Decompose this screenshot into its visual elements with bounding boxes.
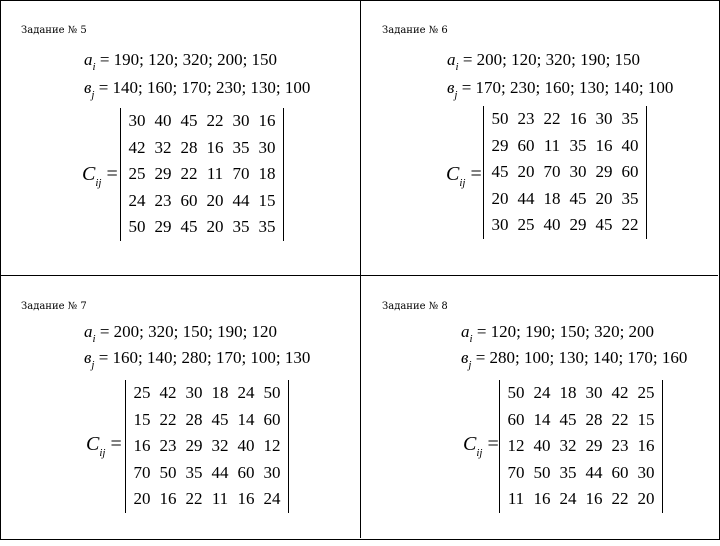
matrix-cell: 45	[559, 409, 577, 429]
matrix-cell: 16	[595, 135, 613, 155]
matrix-cell: 50	[128, 217, 146, 237]
matrix-cell: 60	[507, 409, 525, 429]
matrix-cell: 70	[133, 462, 151, 482]
cost-matrix-label	[82, 163, 118, 189]
matrix-row	[129, 380, 285, 407]
matrix-cell: 40	[621, 135, 639, 155]
demand-values: = 140; 160; 170; 230; 130; 100	[98, 78, 311, 97]
matrix-cell: 18	[258, 164, 276, 184]
matrix-cell: 29	[595, 162, 613, 182]
supply-values: = 200; 320; 150; 190; 120	[99, 322, 278, 341]
matrix-cell: 25	[133, 383, 151, 403]
matrix-cell: 20	[595, 188, 613, 208]
matrix-cell: 30	[637, 462, 655, 482]
matrix-cell: 22	[185, 489, 203, 509]
matrix-cell: 18	[543, 188, 561, 208]
cost-matrix	[499, 380, 663, 513]
matrix-row	[487, 212, 643, 239]
matrix-row	[124, 214, 280, 241]
matrix-cell: 16	[533, 489, 551, 509]
matrix-cell: 22	[621, 215, 639, 235]
cost-index: ij	[99, 447, 106, 459]
matrix-cell: 60	[237, 462, 255, 482]
matrix-cell: 42	[159, 383, 177, 403]
matrix-cell: 60	[517, 135, 535, 155]
matrix-cell: 35	[621, 109, 639, 129]
task-title: Задание № 5	[21, 25, 87, 36]
matrix-cell: 28	[185, 409, 203, 429]
demand-symbol: в	[461, 348, 469, 367]
matrix-cell: 16	[585, 489, 603, 509]
matrix-cell: 15	[133, 409, 151, 429]
matrix-cell: 23	[159, 436, 177, 456]
matrix-cell: 18	[559, 383, 577, 403]
cost-symbol: C	[446, 163, 460, 185]
matrix-cell: 24	[559, 489, 577, 509]
demand-formula	[461, 348, 687, 371]
supply-formula	[447, 50, 640, 73]
supply-formula	[84, 322, 277, 345]
matrix-cell: 50	[507, 383, 525, 403]
cost-matrix-label	[86, 433, 122, 459]
cost-equals: =	[110, 433, 122, 455]
matrix-cell: 29	[569, 215, 587, 235]
cost-equals: =	[106, 163, 118, 185]
matrix-cell: 16	[237, 489, 255, 509]
matrix-cell: 60	[621, 162, 639, 182]
matrix-cell: 16	[637, 436, 655, 456]
matrix-cell: 45	[180, 111, 198, 131]
matrix-cell: 23	[517, 109, 535, 129]
matrix-cell: 35	[621, 188, 639, 208]
matrix-cell: 42	[611, 383, 629, 403]
matrix-cell: 25	[517, 215, 535, 235]
matrix-row	[487, 106, 643, 133]
matrix-cell: 29	[185, 436, 203, 456]
matrix-cell: 24	[237, 383, 255, 403]
matrix-cell: 44	[517, 188, 535, 208]
matrix-cell: 12	[263, 436, 281, 456]
matrix-cell: 11	[543, 135, 561, 155]
matrix-cell: 16	[258, 111, 276, 131]
supply-index: i	[455, 61, 459, 73]
matrix-cell: 32	[559, 436, 577, 456]
cost-symbol: C	[463, 433, 477, 455]
matrix-row	[503, 433, 659, 460]
matrix-cell: 60	[611, 462, 629, 482]
demand-symbol: в	[447, 78, 455, 97]
matrix-cell: 45	[595, 215, 613, 235]
task-cell-8	[361, 276, 720, 546]
demand-values: = 170; 230; 160; 130; 140; 100	[461, 78, 674, 97]
matrix-row	[487, 186, 643, 213]
supply-formula	[461, 322, 654, 345]
cost-matrix-label	[446, 163, 482, 189]
supply-index: i	[92, 61, 96, 73]
matrix-cell: 60	[263, 409, 281, 429]
matrix-row	[487, 159, 643, 186]
matrix-cell: 25	[128, 164, 146, 184]
supply-values: = 190; 120; 320; 200; 150	[99, 50, 278, 69]
matrix-cell: 15	[637, 409, 655, 429]
supply-index: i	[469, 333, 473, 345]
matrix-cell: 20	[491, 188, 509, 208]
matrix-cell: 20	[133, 489, 151, 509]
matrix-cell: 30	[185, 383, 203, 403]
demand-index: j	[91, 89, 95, 101]
matrix-cell: 24	[263, 489, 281, 509]
matrix-cell: 16	[159, 489, 177, 509]
matrix-cell: 29	[154, 217, 172, 237]
matrix-cell: 30	[258, 137, 276, 157]
demand-formula	[84, 78, 310, 101]
matrix-cell: 35	[569, 135, 587, 155]
matrix-row	[124, 188, 280, 215]
matrix-row	[503, 486, 659, 513]
matrix-cell: 30	[585, 383, 603, 403]
demand-index: j	[468, 359, 472, 371]
matrix-cell: 22	[611, 409, 629, 429]
matrix-cell: 16	[133, 436, 151, 456]
matrix-cell: 29	[154, 164, 172, 184]
supply-index: i	[92, 333, 96, 345]
matrix-cell: 45	[569, 188, 587, 208]
matrix-cell: 30	[491, 215, 509, 235]
matrix-cell: 44	[232, 190, 250, 210]
matrix-row	[503, 460, 659, 487]
task-title: Задание № 7	[21, 301, 87, 312]
matrix-cell: 25	[637, 383, 655, 403]
matrix-cell: 42	[128, 137, 146, 157]
matrix-cell: 14	[533, 409, 551, 429]
matrix-cell: 50	[491, 109, 509, 129]
matrix-cell: 11	[211, 489, 229, 509]
matrix-cell: 22	[180, 164, 198, 184]
cost-index: ij	[476, 447, 483, 459]
task-cell-5	[0, 0, 360, 270]
cost-matrix	[120, 108, 284, 241]
matrix-cell: 40	[533, 436, 551, 456]
matrix-cell: 35	[185, 462, 203, 482]
matrix-cell: 40	[154, 111, 172, 131]
matrix-cell: 29	[585, 436, 603, 456]
matrix-cell: 35	[559, 462, 577, 482]
matrix-cell: 20	[517, 162, 535, 182]
matrix-cell: 12	[507, 436, 525, 456]
matrix-cell: 30	[595, 109, 613, 129]
task-title: Задание № 6	[382, 25, 448, 36]
matrix-cell: 22	[543, 109, 561, 129]
matrix-cell: 40	[237, 436, 255, 456]
cost-matrix-label	[463, 433, 499, 459]
demand-index: j	[91, 359, 95, 371]
matrix-cell: 44	[585, 462, 603, 482]
matrix-cell: 15	[258, 190, 276, 210]
supply-values: = 120; 190; 150; 320; 200	[476, 322, 655, 341]
matrix-cell: 29	[491, 135, 509, 155]
matrix-cell: 70	[232, 164, 250, 184]
matrix-cell: 16	[206, 137, 224, 157]
matrix-cell: 50	[533, 462, 551, 482]
matrix-cell: 23	[611, 436, 629, 456]
matrix-row	[129, 407, 285, 434]
matrix-cell: 60	[180, 190, 198, 210]
cost-matrix	[483, 106, 647, 239]
matrix-row	[129, 433, 285, 460]
matrix-cell: 18	[211, 383, 229, 403]
matrix-cell: 30	[128, 111, 146, 131]
matrix-row	[503, 380, 659, 407]
matrix-cell: 50	[263, 383, 281, 403]
supply-symbol: a	[447, 50, 456, 69]
matrix-row	[487, 133, 643, 160]
matrix-cell: 45	[180, 217, 198, 237]
matrix-cell: 70	[507, 462, 525, 482]
matrix-cell: 23	[154, 190, 172, 210]
matrix-cell: 22	[611, 489, 629, 509]
matrix-cell: 44	[211, 462, 229, 482]
supply-symbol: a	[461, 322, 470, 341]
cost-symbol: C	[82, 163, 96, 185]
matrix-cell: 30	[232, 111, 250, 131]
cost-matrix	[125, 380, 289, 513]
cost-index: ij	[459, 177, 466, 189]
matrix-cell: 45	[491, 162, 509, 182]
matrix-row	[124, 161, 280, 188]
matrix-cell: 45	[211, 409, 229, 429]
matrix-row	[129, 486, 285, 513]
demand-values: = 160; 140; 280; 170; 100; 130	[98, 348, 311, 367]
supply-formula	[84, 50, 277, 73]
matrix-cell: 11	[206, 164, 224, 184]
cost-symbol: C	[86, 433, 100, 455]
matrix-row	[124, 135, 280, 162]
cost-index: ij	[95, 177, 102, 189]
matrix-cell: 32	[154, 137, 172, 157]
matrix-cell: 28	[585, 409, 603, 429]
matrix-cell: 16	[569, 109, 587, 129]
matrix-cell: 20	[206, 190, 224, 210]
matrix-row	[503, 407, 659, 434]
matrix-cell: 22	[206, 111, 224, 131]
matrix-cell: 14	[237, 409, 255, 429]
task-cell-6	[361, 0, 720, 270]
matrix-cell: 40	[543, 215, 561, 235]
matrix-cell: 35	[258, 217, 276, 237]
matrix-cell: 20	[206, 217, 224, 237]
demand-formula	[84, 348, 310, 371]
demand-formula	[447, 78, 673, 101]
matrix-cell: 28	[180, 137, 198, 157]
matrix-row	[129, 460, 285, 487]
matrix-cell: 70	[543, 162, 561, 182]
demand-values: = 280; 100; 130; 140; 170; 160	[475, 348, 688, 367]
matrix-cell: 24	[533, 383, 551, 403]
supply-symbol: a	[84, 322, 93, 341]
matrix-cell: 20	[637, 489, 655, 509]
matrix-cell: 32	[211, 436, 229, 456]
matrix-cell: 30	[263, 462, 281, 482]
matrix-cell: 35	[232, 217, 250, 237]
matrix-cell: 35	[232, 137, 250, 157]
supply-values: = 200; 120; 320; 190; 150	[462, 50, 641, 69]
demand-symbol: в	[84, 348, 92, 367]
cost-equals: =	[487, 433, 499, 455]
matrix-cell: 30	[569, 162, 587, 182]
matrix-cell: 22	[159, 409, 177, 429]
demand-symbol: в	[84, 78, 92, 97]
task-cell-7	[0, 276, 360, 546]
demand-index: j	[454, 89, 458, 101]
matrix-cell: 24	[128, 190, 146, 210]
supply-symbol: a	[84, 50, 93, 69]
matrix-cell: 50	[159, 462, 177, 482]
cost-equals: =	[470, 163, 482, 185]
task-title: Задание № 8	[382, 301, 448, 312]
matrix-row	[124, 108, 280, 135]
matrix-cell: 11	[507, 489, 525, 509]
